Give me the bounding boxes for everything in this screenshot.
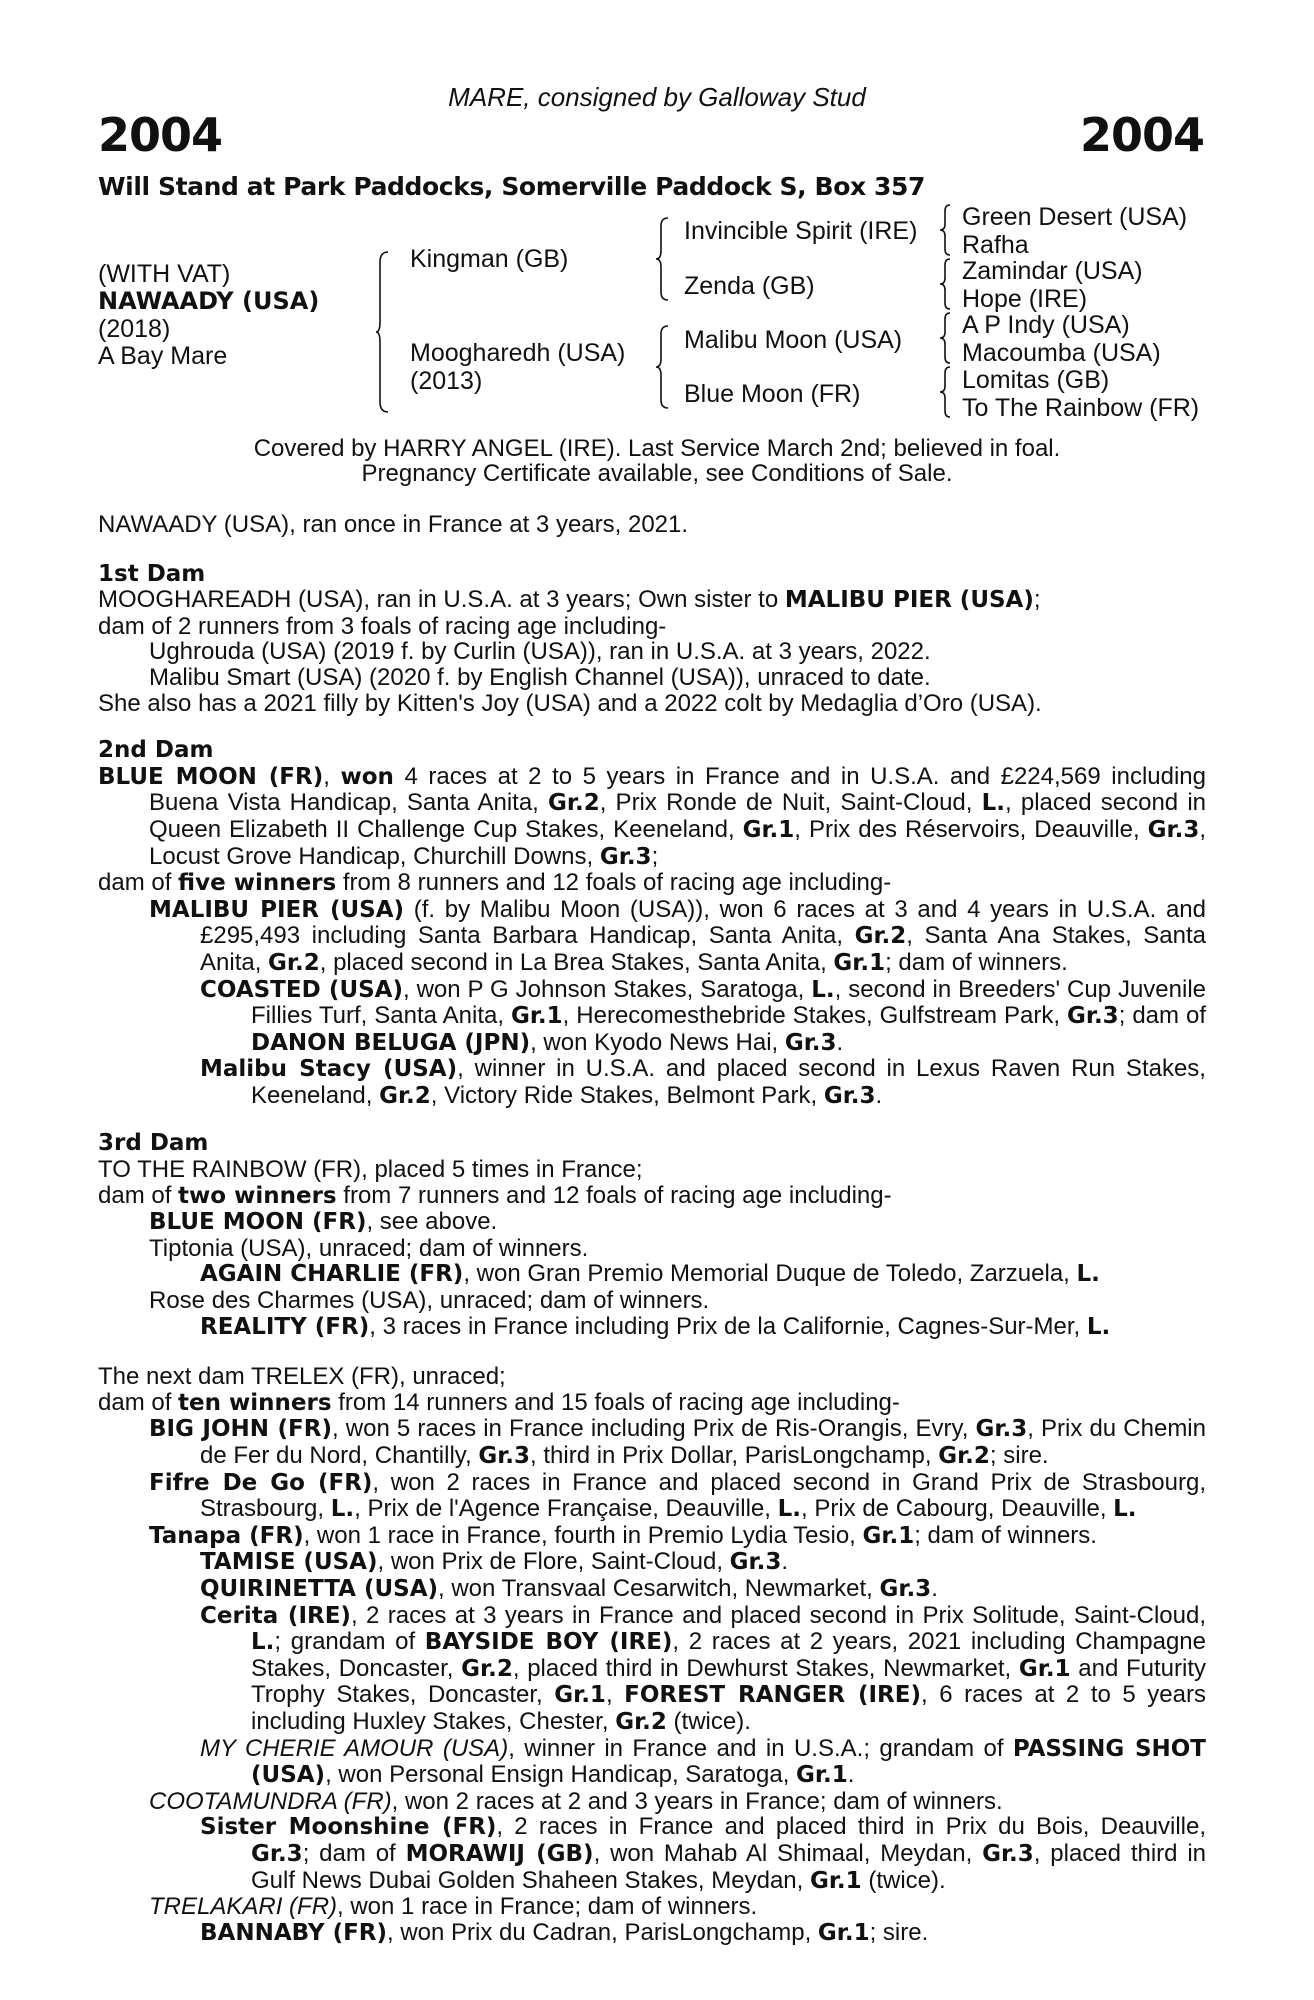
next-dam-record: The next dam TRELEX (FR), unraced; bbox=[98, 1363, 506, 1391]
ss-dam: Rafha bbox=[962, 231, 1029, 259]
bracket-ss bbox=[940, 205, 952, 255]
second-dam-produce: dam of five winners from 8 runners and 12 foals of racing age including- bbox=[98, 869, 892, 897]
lot-number-right: 2004 bbox=[1079, 108, 1204, 162]
standing-location: Will Stand at Park Paddocks, Somerville Paddock S, Box 357 bbox=[98, 172, 925, 201]
produce-item: Ughrouda (USA) (2019 f. by Curlin (USA)), ran in U.S.A. at 3 years, 2022. bbox=[149, 638, 931, 666]
bracket-dam bbox=[656, 326, 670, 408]
produce-item: REALITY (FR), 3 races in France including Prix de la Californie, Cagnes-Sur-Mer, L. bbox=[200, 1312, 1111, 1340]
produce-item: AGAIN CHARLIE (FR), won Gran Premio Memorial Duque de Toledo, Zarzuela, L. bbox=[200, 1260, 1100, 1288]
bracket-sire bbox=[656, 218, 670, 300]
horse-year: (2018) bbox=[98, 315, 171, 343]
ss-sire: Green Desert (USA) bbox=[962, 203, 1188, 231]
dam-dam: Blue Moon (FR) bbox=[684, 380, 861, 408]
dam-sire: Malibu Moon (USA) bbox=[684, 326, 903, 354]
horse-description: A Bay Mare bbox=[98, 342, 228, 370]
produce-item: Tanapa (FR), won 1 race in France, fourth in Premio Lydia Tesio, Gr.1; dam of winners. bbox=[149, 1521, 1097, 1549]
produce-item: Tiptonia (USA), unraced; dam of winners. bbox=[149, 1234, 589, 1262]
horse-name: NAWAADY (USA) bbox=[98, 287, 320, 315]
vat-note: (WITH VAT) bbox=[98, 260, 231, 288]
produce-item: Malibu Stacy (USA), winner in U.S.A. and placed second in Lexus Raven Run Stakes, Keeneland, Gr.2, Victory Ride Stakes, Belmont Park, Gr.3. bbox=[200, 1055, 1206, 1109]
bracket-sd bbox=[940, 259, 952, 309]
dam: Moogharedh (USA) bbox=[410, 339, 626, 367]
covered-line: Covered by HARRY ANGEL (IRE). Last Service March 2nd; believed in foal. bbox=[253, 435, 1061, 462]
lot-number-left: 2004 bbox=[98, 108, 223, 162]
catalogue-body bbox=[98, 512, 1206, 1946]
bracket-gen1 bbox=[376, 252, 390, 412]
first-dam-line: MOOGHAREADH (USA), ran in U.S.A. at 3 years; Own sister to MALIBU PIER (USA); bbox=[98, 586, 1041, 614]
second-dam-record: BLUE MOON (FR), won 4 races at 2 to 5 years in France and in U.S.A. and £224,569 including Buena Vista Handicap, Santa Anita, Gr.2, Prix Ronde de Nuit, Saint-Cloud, L., placed second in Queen Elizabeth II Challenge Cup Stakes, Keeneland, Gr.1, Prix des Réservoirs, Deauville, Gr.3, Locust Grove Handicap, Churchill Downs, Gr.3; bbox=[98, 762, 1207, 870]
first-dam-note: She also has a 2021 filly by Kitten's Joy (USA) and a 2022 colt by Medaglia d’Oro (USA). bbox=[98, 689, 1042, 717]
produce-item: Malibu Smart (USA) (2020 f. by English Channel (USA)), unraced to date. bbox=[149, 663, 931, 691]
next-dam-produce: dam of ten winners from 14 runners and 15 foals of racing age including- bbox=[98, 1388, 900, 1416]
produce-item: BLUE MOON (FR), see above. bbox=[149, 1208, 498, 1236]
first-dam-produce: dam of 2 runners from 3 foals of racing age including- bbox=[98, 612, 667, 640]
sd-dam: Hope (IRE) bbox=[962, 285, 1088, 313]
first-dam-heading: 1st Dam bbox=[98, 560, 206, 587]
produce-item: TRELAKARI (FR), won 1 race in France; dam of winners. bbox=[149, 1893, 758, 1921]
produce-item: Rose des Charmes (USA), unraced; dam of winners. bbox=[149, 1287, 710, 1315]
pregnancy-line: Pregnancy Certificate available, see Conditions of Sale. bbox=[361, 460, 953, 487]
ds-sire: A P Indy (USA) bbox=[962, 311, 1130, 339]
intro-line: NAWAADY (USA), ran once in France at 3 years, 2021. bbox=[98, 511, 689, 538]
dam-year: (2013) bbox=[410, 367, 483, 395]
produce-item: COASTED (USA), won P G Johnson Stakes, Saratoga, L., second in Breeders' Cup Juvenile Fillies Turf, Santa Anita, Gr.1, Herecomesthebride Stakes, Gulfstream Park, Gr.3; dam of DANON BELUGA (JPN), won Kyodo News Hai, Gr.3. bbox=[200, 975, 1206, 1056]
produce-item: TAMISE (USA), won Prix de Flore, Saint-Cloud, Gr.3. bbox=[200, 1548, 789, 1576]
bracket-dd bbox=[940, 367, 952, 417]
produce-item: MY CHERIE AMOUR (USA), winner in France and in U.S.A.; grandam of PASSING SHOT (USA), won Personal Ensign Handicap, Saratoga, Gr.1. bbox=[200, 1734, 1206, 1789]
produce-item: COOTAMUNDRA (FR), won 2 races at 2 and 3 years in France; dam of winners. bbox=[149, 1787, 1003, 1815]
second-dam-heading: 2nd Dam bbox=[98, 737, 214, 764]
produce-item: Fifre De Go (FR), won 2 races in France and placed second in Grand Prix de Strasbourg, Strasbourg, L., Prix de l'Agence Française, Deauville, L., Prix de Cabourg, Deauville, L. bbox=[149, 1468, 1206, 1523]
bracket-ds bbox=[940, 313, 952, 363]
produce-item: BIG JOHN (FR), won 5 races in France including Prix de Ris-Orangis, Evry, Gr.3, Prix du Chemin de Fer du Nord, Chantilly, Gr.3, third in Prix Dollar, ParisLongchamp, Gr.2; sire. bbox=[149, 1415, 1206, 1469]
third-dam-produce: dam of two winners from 7 runners and 12 foals of racing age including- bbox=[98, 1181, 892, 1209]
dd-dam: To The Rainbow (FR) bbox=[962, 394, 1200, 422]
sire-sire: Invincible Spirit (IRE) bbox=[684, 217, 918, 245]
produce-item: BANNABY (FR), won Prix du Cadran, ParisLongchamp, Gr.1; sire. bbox=[200, 1918, 929, 1946]
third-dam-heading: 3rd Dam bbox=[98, 1130, 209, 1157]
consignor-line: MARE, consigned by Galloway Stud bbox=[448, 82, 866, 112]
dd-sire: Lomitas (GB) bbox=[962, 366, 1110, 394]
third-dam-record: TO THE RAINBOW (FR), placed 5 times in France; bbox=[98, 1156, 643, 1184]
produce-item: Sister Moonshine (FR), 2 races in France and placed third in Prix du Bois, Deauville, Gr.3; dam of MORAWIJ (GB), won Mahab Al Shimaal, Meydan, Gr.3, placed third in Gulf News Dubai Golden Shaheen Stakes, Meydan, Gr.1 (twice). bbox=[200, 1813, 1207, 1894]
produce-item: QUIRINETTA (USA), won Transvaal Cesarwitch, Newmarket, Gr.3. bbox=[200, 1574, 938, 1602]
sd-sire: Zamindar (USA) bbox=[962, 257, 1143, 285]
produce-item: Cerita (IRE), 2 races at 3 years in France and placed second in Prix Solitude, Saint-Cloud, L.; grandam of BAYSIDE BOY (IRE), 2 races at 2 years, 2021 including Champagne Stakes, Doncaster, Gr.2, placed third in Dewhurst Stakes, Newmarket, Gr.1 and Futurity Trophy Stakes, Doncaster, Gr.1, FOREST RANGER (IRE), 6 races at 2 to 5 years including Huxley Stakes, Chester, Gr.2 (twice). bbox=[200, 1601, 1207, 1735]
sire: Kingman (GB) bbox=[410, 245, 569, 273]
produce-item: MALIBU PIER (USA) (f. by Malibu Moon (USA)), won 6 races at 3 and 4 years in U.S.A. and £295,493 including Santa Barbara Handicap, Santa Anita, Gr.2, Santa Ana Stakes, Santa Anita, Gr.2, placed second in La Brea Stakes, Santa Anita, Gr.1; dam of winners. bbox=[149, 895, 1207, 976]
sire-dam: Zenda (GB) bbox=[684, 272, 815, 300]
ds-dam: Macoumba (USA) bbox=[962, 339, 1161, 367]
